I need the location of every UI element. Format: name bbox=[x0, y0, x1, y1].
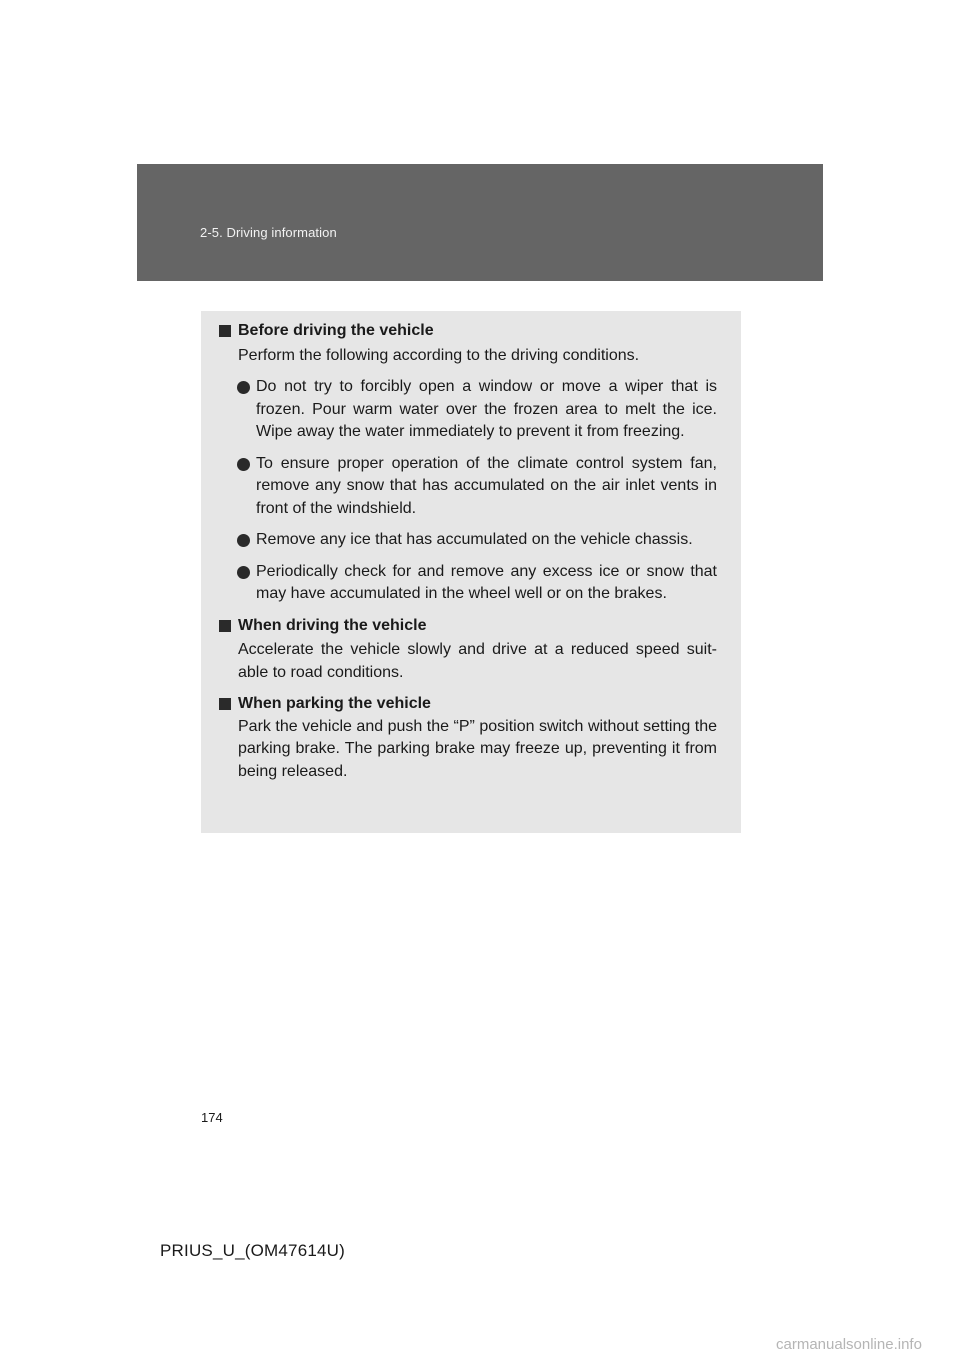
square-bullet-icon bbox=[219, 325, 231, 337]
section-paragraph: Accelerate the vehicle slowly and drive at a reduced speed suit-able to road conditions. bbox=[238, 641, 717, 681]
list-item-text: To ensure proper operation of the climate control system fan, remove any snow that has accumulated on the air inlet vents in front of the windshield. bbox=[256, 454, 717, 517]
heading-text: When driving the vehicle bbox=[238, 616, 427, 634]
round-bullet-icon bbox=[237, 566, 250, 579]
section-heading-when-driving bbox=[219, 615, 717, 638]
square-bullet-icon bbox=[219, 620, 231, 632]
section-paragraph: Perform the following according to the driving conditions. bbox=[238, 346, 640, 364]
section-title: 2-5. Driving information bbox=[200, 225, 337, 240]
round-bullet-icon bbox=[237, 534, 250, 547]
list-item bbox=[219, 529, 717, 552]
list-item-text: Periodically check for and remove any excess ice or snow that may have accumulated in the wheel well or on the brakes. bbox=[256, 562, 717, 602]
list-item bbox=[219, 376, 717, 444]
round-bullet-icon bbox=[237, 381, 250, 394]
section-heading-when-parking bbox=[219, 693, 717, 716]
list-item bbox=[219, 561, 717, 606]
heading-text: Before driving the vehicle bbox=[238, 322, 434, 339]
page-number: 174 bbox=[201, 1110, 223, 1125]
header-band bbox=[137, 164, 823, 281]
watermark: carmanualsonline.info bbox=[776, 1336, 922, 1353]
section-paragraph: Park the vehicle and push the “P” position switch without setting the parking brake. The parking brake may freeze up, preventing it from being released. bbox=[238, 717, 717, 780]
list-item-text: Remove any ice that has accumulated on the vehicle chassis. bbox=[256, 531, 693, 548]
info-content bbox=[219, 320, 717, 783]
list-item-text: Do not try to forcibly open a window or move a wiper that is frozen. Pour warm water over the frozen area to melt the ice. Wipe away the water immediately to prevent it from freezing. bbox=[256, 378, 717, 440]
round-bullet-icon bbox=[237, 458, 250, 471]
section-heading-before-driving bbox=[219, 320, 717, 343]
heading-text: When parking the vehicle bbox=[238, 695, 431, 712]
list-item bbox=[219, 453, 717, 521]
document-code: PRIUS_U_(OM47614U) bbox=[160, 1241, 345, 1260]
square-bullet-icon bbox=[219, 698, 231, 710]
